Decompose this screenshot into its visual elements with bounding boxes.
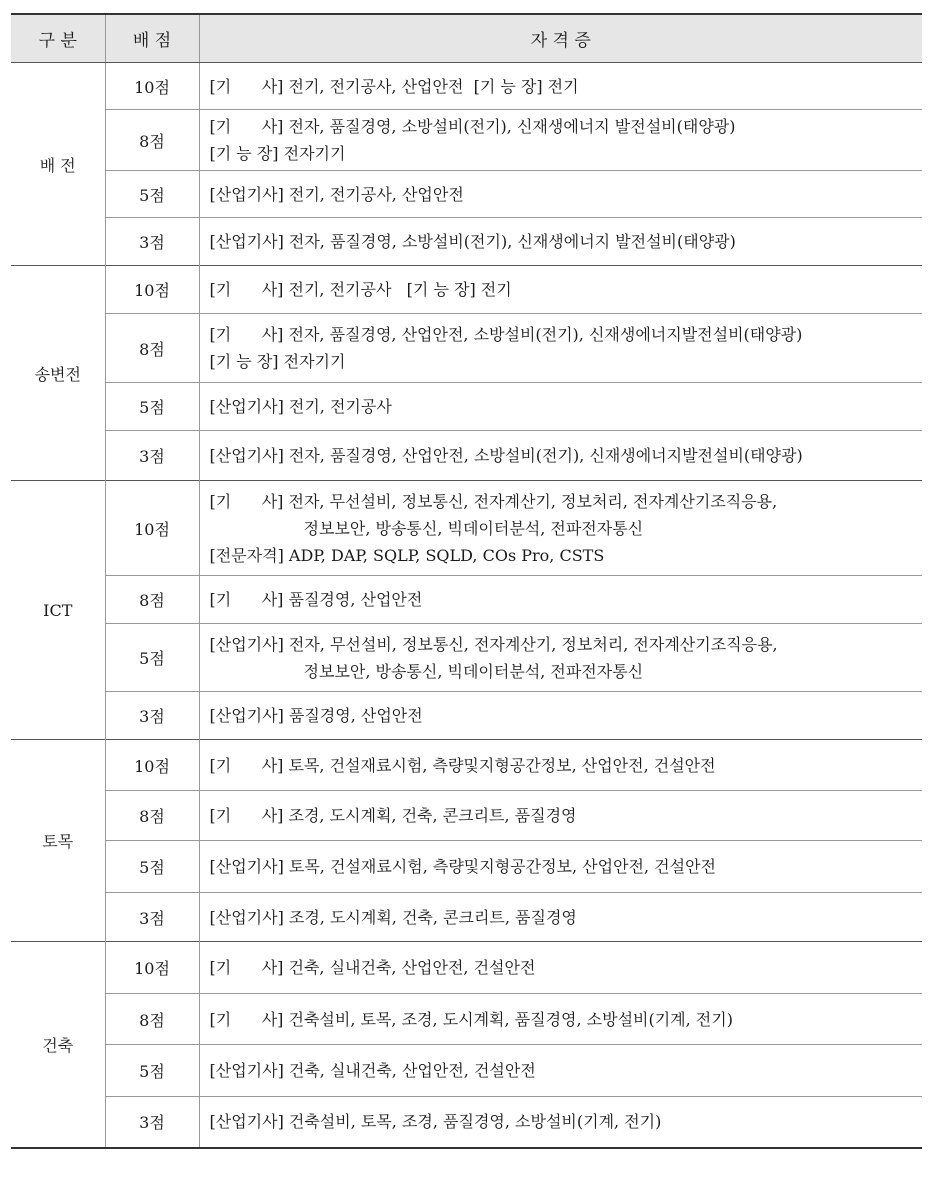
certificate-line: [기 사] 품질경영, 산업안전 [209, 590, 423, 609]
table-row [11, 624, 922, 692]
table-row [11, 841, 922, 893]
score-cell: 3점 [105, 692, 199, 740]
certificate-line: [기 능 장] 전자기기 [209, 144, 346, 163]
header-certificate: 자 격 증 [199, 14, 922, 63]
score-cell: 8점 [105, 314, 199, 383]
table-row [11, 383, 922, 431]
certificate-line: [전문자격] ADP, DAP, SQLP, SQLD, COs Pro, CSTS [209, 545, 605, 565]
certificate-score-table [11, 13, 922, 1149]
certificate-line: [기 능 장] 전자기기 [209, 352, 346, 371]
certificate-line: [산업기사] 전자, 무선설비, 정보통신, 전자계산기, 정보처리, 전자계산기조직응용, [209, 634, 778, 654]
certificate-line: [산업기사] 전기, 전기공사 [209, 397, 392, 416]
header-category: 구 분 [11, 14, 105, 63]
score-cell: 5점 [105, 383, 199, 431]
table-row [11, 994, 922, 1045]
category-cell: 송변전 [11, 266, 105, 481]
certificate-cell [199, 576, 922, 624]
score-cell: 5점 [105, 841, 199, 893]
score-cell: 8점 [105, 791, 199, 841]
table-row [11, 481, 922, 576]
score-cell: 5점 [105, 171, 199, 218]
score-cell: 8점 [105, 994, 199, 1045]
certificate-line: [산업기사] 품질경영, 산업안전 [209, 706, 423, 725]
certificate-cell [199, 314, 922, 383]
table-row [11, 218, 922, 266]
table-row [11, 431, 922, 481]
certificate-cell [199, 791, 922, 841]
certificate-line: [기 사] 전자, 품질경영, 산업안전, 소방설비(전기), 신재생에너지발전설비(태양광) [209, 325, 803, 344]
table-row [11, 63, 922, 110]
certificate-line: [산업기사] 조경, 도시계획, 건축, 콘크리트, 품질경영 [209, 907, 577, 927]
certificate-cell [199, 110, 922, 171]
certificate-line: [기 사] 조경, 도시계획, 건축, 콘크리트, 품질경영 [209, 806, 577, 825]
table-row [11, 266, 922, 314]
certificate-cell [199, 266, 922, 314]
certificate-line: [산업기사] 전자, 품질경영, 산업안전, 소방설비(전기), 신재생에너지발전설비(태양광) [209, 446, 803, 465]
table-row [11, 314, 922, 383]
certificate-cell [199, 624, 922, 692]
score-cell: 10점 [105, 740, 199, 791]
certificate-line: [기 사] 건축, 실내건축, 산업안전, 건설안전 [209, 958, 536, 977]
certificate-line: [산업기사] 토목, 건설재료시험, 측량및지형공간정보, 산업안전, 건설안전 [209, 857, 716, 876]
score-cell: 5점 [105, 624, 199, 692]
table-row [11, 110, 922, 171]
certificate-cell [199, 1045, 922, 1097]
certificate-line: [산업기사] 건축, 실내건축, 산업안전, 건설안전 [209, 1061, 536, 1080]
certificate-cell [199, 942, 922, 994]
table-row [11, 576, 922, 624]
certificate-line: [기 사] 전기, 전기공사 [기 능 장] 전기 [209, 280, 512, 299]
score-cell: 8점 [105, 576, 199, 624]
certificate-line: 정보보안, 방송통신, 빅데이터분석, 전파전자통신 [303, 661, 644, 681]
certificate-line: 정보보안, 방송통신, 빅데이터분석, 전파전자통신 [303, 518, 644, 538]
certificate-line: [기 사] 토목, 건설재료시험, 측량및지형공간정보, 산업안전, 건설안전 [209, 755, 716, 775]
certificate-cell [199, 481, 922, 576]
score-cell: 3점 [105, 893, 199, 942]
certificate-cell [199, 218, 922, 266]
table-row [11, 1045, 922, 1097]
score-cell: 10점 [105, 266, 199, 314]
score-cell: 3점 [105, 431, 199, 481]
score-cell: 10점 [105, 481, 199, 576]
table-row [11, 791, 922, 841]
certificate-line: [산업기사] 전자, 품질경영, 소방설비(전기), 신재생에너지 발전설비(태양광) [209, 232, 736, 251]
certificate-cell [199, 171, 922, 218]
table-row [11, 740, 922, 791]
score-cell: 10점 [105, 63, 199, 110]
table-body [11, 63, 922, 1148]
table-row [11, 942, 922, 994]
category-cell: 건축 [11, 942, 105, 1148]
table-header-row [11, 14, 922, 63]
table-row [11, 692, 922, 740]
score-cell: 3점 [105, 218, 199, 266]
certificate-line: [기 사] 전자, 품질경영, 소방설비(전기), 신재생에너지 발전설비(태양광) [209, 117, 736, 136]
certificate-line: [기 사] 전자, 무선설비, 정보통신, 전자계산기, 정보처리, 전자계산기조직응용, [209, 491, 778, 511]
certificate-cell [199, 692, 922, 740]
score-cell: 3점 [105, 1097, 199, 1148]
certificate-line: [산업기사] 건축설비, 토목, 조경, 품질경영, 소방설비(기계, 전기) [209, 1112, 662, 1132]
certificate-cell [199, 893, 922, 942]
header-score: 배 점 [105, 14, 199, 63]
certificate-line: [기 사] 건축설비, 토목, 조경, 도시계획, 품질경영, 소방설비(기계, 전기) [209, 1009, 733, 1029]
certificate-cell [199, 1097, 922, 1148]
certificate-line: [산업기사] 전기, 전기공사, 산업안전 [209, 184, 464, 204]
category-cell: 토목 [11, 740, 105, 942]
certificate-cell [199, 994, 922, 1045]
score-cell: 8점 [105, 110, 199, 171]
table-row [11, 1097, 922, 1148]
score-cell: 10점 [105, 942, 199, 994]
table-row [11, 171, 922, 218]
score-cell: 5점 [105, 1045, 199, 1097]
certificate-cell [199, 63, 922, 110]
table-row [11, 893, 922, 942]
certificate-cell [199, 841, 922, 893]
certificate-cell [199, 383, 922, 431]
category-cell: ICT [11, 481, 105, 740]
certificate-line: [기 사] 전기, 전기공사, 산업안전 [기 능 장] 전기 [209, 76, 579, 96]
certificate-cell [199, 431, 922, 481]
certificate-cell [199, 740, 922, 791]
category-cell: 배 전 [11, 63, 105, 266]
